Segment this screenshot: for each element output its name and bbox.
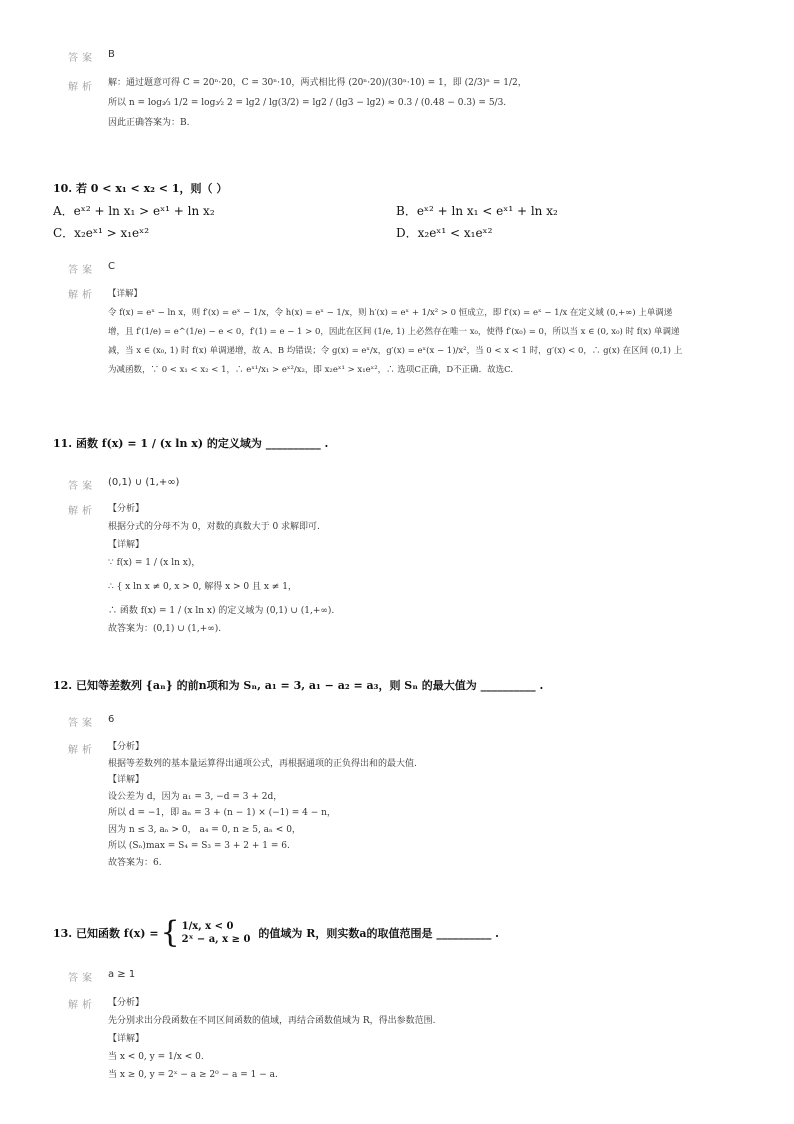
solution-line: 设公差为 d，因为 a₁ = 3, −d = 3 + 2d， — [108, 791, 283, 802]
answer-value: (0,1) ∪ (1,+∞) — [108, 477, 180, 488]
piecewise-cases — [182, 920, 251, 946]
analysis-label: 解析 — [68, 506, 96, 517]
question-stem: 10. 若 0 < x₁ < x₂ < 1，则（ ） — [53, 182, 228, 195]
solution-line: 增，且 f′(1/e) = e^(1/e) − e < 0，f′(1) = e − 1 > 0，因此在区间 (1/e, 1) 上必然存在唯一 x₀，使得 f′(x₀) = 0，所以当 x ∈ (0, x₀) 时 f(x) 单调递 — [108, 327, 680, 337]
answer-label: 答案 — [68, 718, 96, 729]
option-a: A．eˣ² + ln x₁ > eˣ¹ + ln x₂ — [53, 204, 215, 218]
solution-line: 因为 n ≤ 3, aₙ > 0， a₄ = 0, n ≥ 5, aₙ < 0， — [108, 824, 301, 835]
solution-text — [108, 994, 436, 1084]
analysis-label: 解析 — [68, 290, 96, 301]
solution-line: 故答案为：6. — [108, 857, 162, 868]
piece-1: 1/x, x < 0 — [181, 921, 234, 932]
solution-line: 根据分式的分母不为 0，对数的真数大于 0 求解即可. — [108, 522, 320, 532]
solution-line: 所以 n = log₂⁄₃ 1/2 = log₃⁄₂ 2 = lg2 / lg(3/2) = lg2 / (lg3 − lg2) ≈ 0.3 / (0.48 − 0.3) = 5/3. — [108, 98, 507, 108]
answer-value: 6 — [108, 714, 115, 725]
solution-line: 先分别求出分段函数在不同区间函数的值域，再结合函数值域为 R，得出参数范围. — [108, 1016, 436, 1026]
stem-prefix: 13. 已知函数 f(x) = — [53, 927, 159, 940]
option-d: D．x₂eˣ¹ < x₁eˣ² — [396, 226, 493, 240]
solution-line: 当 x < 0, y = 1/x < 0. — [108, 1052, 204, 1062]
solution-line: 解：通过题意可得 C = 20ⁿ·20，C = 30ⁿ·10，两式相比得 (20ⁿ·20)/(30ⁿ·10) = 1，即 (2/3)ⁿ = 1/2， — [108, 78, 527, 88]
solution-line: 当 x ≥ 0, y = 2ˣ − a ≥ 2⁰ − a = 1 − a. — [108, 1070, 278, 1080]
solution-line: 【详解】 — [108, 540, 145, 550]
analysis-label: 解析 — [68, 745, 96, 756]
question-stem: 11. 函数 f(x) = 1 / (x ln x) 的定义域为 __________ . — [53, 437, 329, 450]
question-stem: 12. 已知等差数列 {aₙ} 的前n项和为 Sₙ, a₁ = 3, a₁ − a₂ = a₃，则 Sₙ 的最大值为 __________ . — [53, 679, 544, 692]
solution-line: 因此正确答案为：B. — [108, 118, 190, 128]
solution-text — [108, 739, 417, 871]
solution-line: 【分析】 — [108, 998, 145, 1008]
solution-line: 减，当 x ∈ (x₀, 1) 时 f(x) 单调递增，故 A、B 均错误；令 g(x) = eˣ/x，g′(x) = eˣ(x − 1)/x²，当 0 < x < 1 时，g′(x) < 0，∴ g(x) 在区间 (0,1) 上 — [108, 346, 683, 356]
option-b: B．eˣ² + ln x₁ < eˣ¹ + ln x₂ — [396, 204, 558, 218]
answer-value: B — [108, 49, 115, 60]
answer-value: a ≥ 1 — [108, 969, 136, 980]
solution-line: 【分析】 — [108, 504, 145, 514]
left-brace: { — [160, 915, 180, 950]
piece-2: 2ˣ − a, x ≥ 0 — [181, 934, 251, 945]
solution-line: 【详解】 — [108, 289, 143, 299]
answer-label: 答案 — [68, 265, 96, 276]
solution-text — [108, 500, 334, 638]
stem-suffix: 的值域为 R，则实数a的取值范围是 __________ . — [258, 927, 499, 940]
solution-line: 所以 (Sₙ)max = S₄ = S₃ = 3 + 2 + 1 = 6. — [108, 841, 290, 851]
question-stem — [53, 915, 499, 950]
solution-text — [108, 285, 682, 380]
option-c: C．x₂eˣ¹ > x₁eˣ² — [53, 226, 150, 240]
solution-text — [108, 76, 527, 130]
solution-line: 【分析】 — [108, 742, 145, 752]
answer-value: C — [108, 261, 115, 272]
analysis-label: 解析 — [68, 82, 96, 93]
solution-line: 【详解】 — [108, 775, 145, 785]
solution-line: ∵ f(x) = 1 / (x ln x)， — [108, 558, 201, 568]
solution-line: ∴ 函数 f(x) = 1 / (x ln x) 的定义域为 (0,1) ∪ (1,+∞). — [108, 606, 335, 616]
analysis-label: 解析 — [68, 1000, 96, 1011]
solution-line: 为减函数，∵ 0 < x₁ < x₂ < 1，∴ eˣ¹/x₁ > eˣ²/x₂，即 x₂eˣ¹ > x₁eˣ²，∴ 选项C正确，D不正确．故选C. — [108, 365, 514, 375]
solution-line: 所以 d = −1，即 aₙ = 3 + (n − 1) × (−1) = 4 − n， — [108, 808, 336, 818]
solution-line: ∴ { x ln x ≠ 0, x > 0, 解得 x > 0 且 x ≠ 1， — [108, 582, 297, 592]
solution-line: 故答案为：(0,1) ∪ (1,+∞). — [108, 624, 222, 634]
answer-label: 答案 — [68, 481, 96, 492]
answer-label: 答案 — [68, 973, 96, 984]
solution-line: 根据等差数列的基本量运算得出通项公式，再根据通项的正负得出和的最大值. — [108, 758, 417, 769]
answer-label: 答案 — [68, 53, 96, 64]
solution-line: 【详解】 — [108, 1034, 145, 1044]
solution-line: 令 f(x) = eˣ − ln x，则 f′(x) = eˣ − 1/x，令 h(x) = eˣ − 1/x，则 h′(x) = eˣ + 1/x² > 0 恒成立，即 f′(x) = eˣ − 1/x 在定义域 (0,+∞) 上单调递 — [108, 308, 673, 318]
